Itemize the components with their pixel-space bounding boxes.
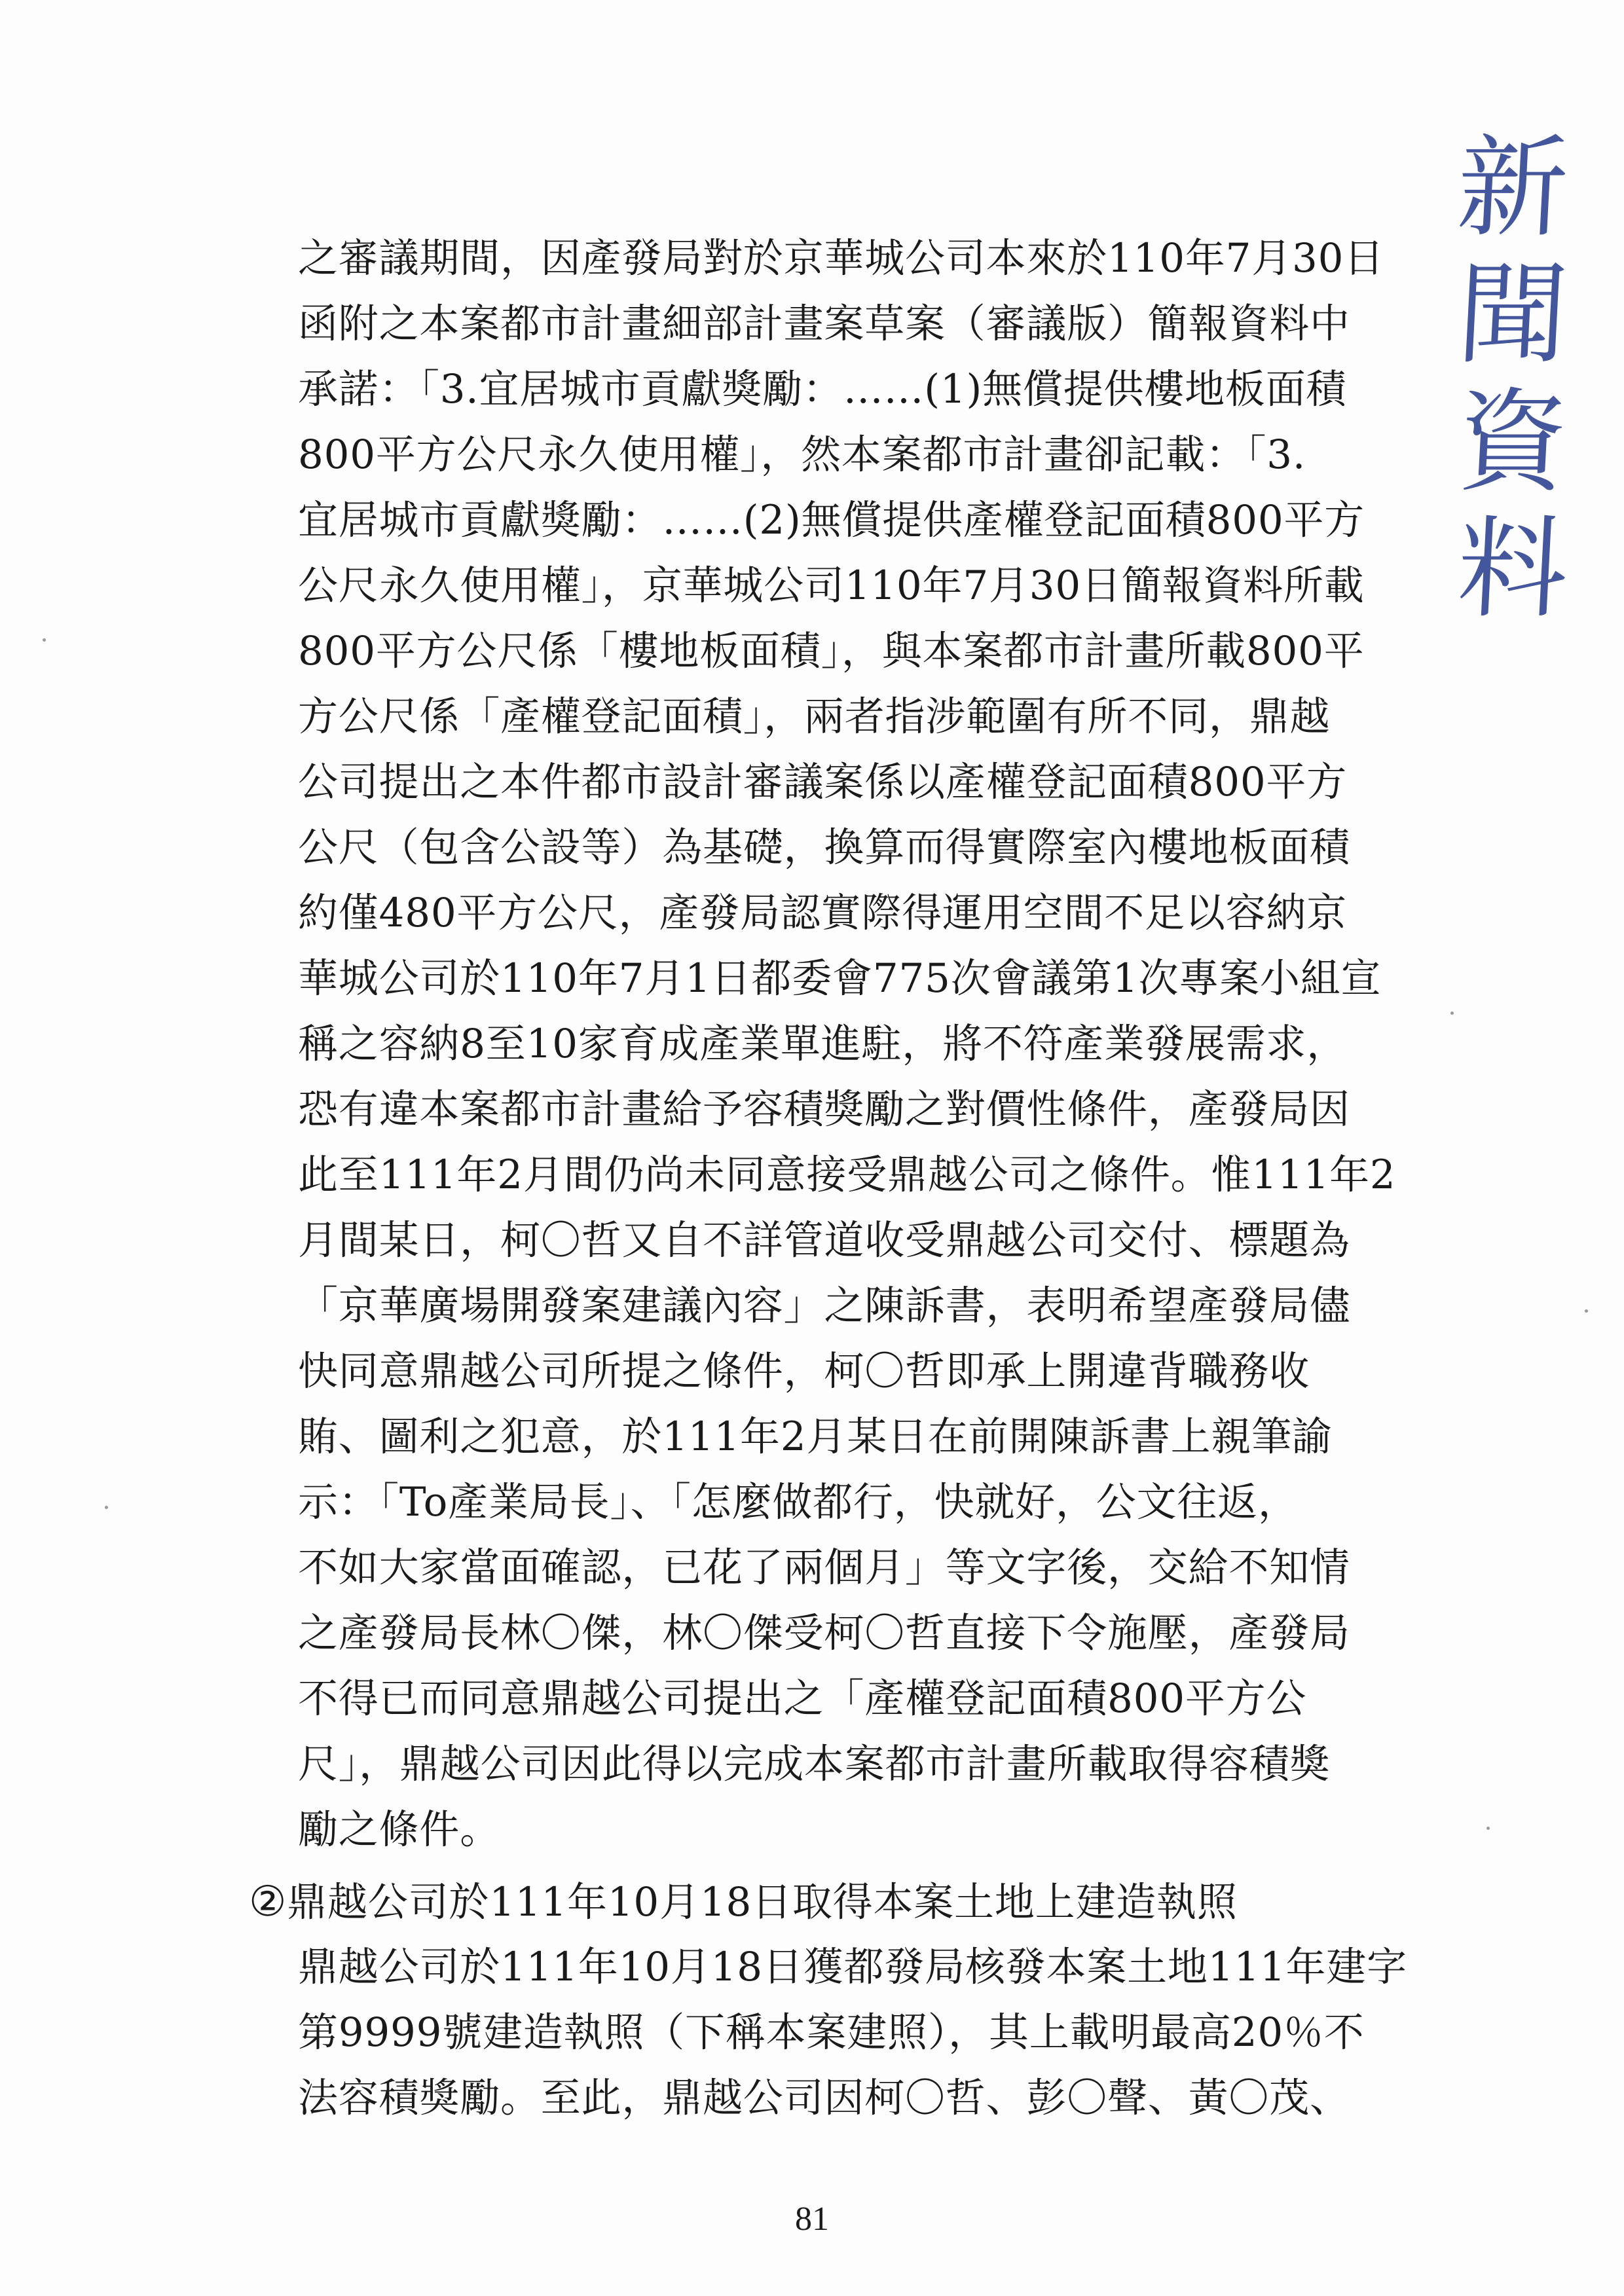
text-line: 函附之本案都市計畫細部計畫案草案（審議版）簡報資料中 bbox=[298, 301, 1350, 347]
stamp-char: 資 bbox=[1454, 378, 1572, 506]
text-line: 方公尺係「產權登記面積」，兩者指涉範圍有所不同，鼎越 bbox=[298, 693, 1331, 740]
section-2-heading bbox=[249, 1869, 1238, 1935]
text-line: 恐有違本案都市計畫給予容積獎勵之對價性條件，產發局因 bbox=[298, 1086, 1350, 1133]
section-marker: ② bbox=[249, 1878, 287, 1926]
text-line: 公尺永久使用權」，京華城公司110年7月30日簡報資料所載 bbox=[298, 562, 1365, 609]
text-line: 公尺（包含公設等）為基礎，換算而得實際室內樓地板面積 bbox=[298, 824, 1350, 871]
text-line: 尺」，鼎越公司因此得以完成本案都市計畫所載取得容積獎 bbox=[298, 1741, 1331, 1787]
text-line: 之審議期間，因產發局對於京華城公司本來於110年7月30日 bbox=[298, 235, 1385, 282]
text-line: 800平方公尺永久使用權」，然本案都市計畫卻記載：「3. bbox=[298, 431, 1306, 478]
stamp-char: 聞 bbox=[1454, 251, 1572, 379]
text-line: 鼎越公司於111年10月18日獲都發局核發本案土地111年建字 bbox=[298, 1944, 1407, 1990]
stamp-char: 料 bbox=[1454, 505, 1572, 633]
text-line: 宜居城市貢獻獎勵：……(2)無償提供產權登記面積800平方 bbox=[298, 497, 1365, 543]
scan-speck bbox=[1450, 1011, 1454, 1015]
text-line: 不如大家當面確認，已花了兩個月」等文字後，交給不知情 bbox=[298, 1544, 1350, 1591]
text-line: 800平方公尺係「樓地板面積」，與本案都市計畫所載800平 bbox=[298, 628, 1365, 674]
main-paragraph bbox=[298, 226, 1441, 1863]
scan-speck bbox=[43, 638, 46, 642]
section-heading-text: 鼎越公司於111年10月18日取得本案土地上建造執照 bbox=[287, 1879, 1238, 1925]
text-line: 法容積獎勵。至此，鼎越公司因柯〇哲、彭〇聲、黃〇茂、 bbox=[298, 2075, 1350, 2121]
text-line: 「京華廣場開發案建議內容」之陳訴書，表明希望產發局儘 bbox=[298, 1283, 1350, 1329]
scan-speck bbox=[1585, 1309, 1588, 1313]
text-line: 示：「To產業局長」、「怎麼做都行，快就好，公文往返， bbox=[298, 1479, 1299, 1525]
scan-speck bbox=[1486, 1827, 1490, 1830]
text-line: 約僅480平方公尺，產發局認實際得運用空間不足以容納京 bbox=[298, 890, 1348, 936]
text-line: 此至111年2月間仍尚未同意接受鼎越公司之條件。惟111年2 bbox=[298, 1152, 1396, 1198]
text-line: 賄、圖利之犯意，於111年2月某日在前開陳訴書上親筆諭 bbox=[298, 1413, 1333, 1460]
text-line: 勵之條件。 bbox=[298, 1806, 501, 1853]
text-line: 公司提出之本件都市設計審議案係以產權登記面積800平方 bbox=[298, 759, 1348, 805]
text-line: 第9999號建造執照（下稱本案建照），其上載明最高20％不 bbox=[298, 2009, 1365, 2056]
text-line: 承諾：「3.宜居城市貢獻獎勵：……(1)無償提供樓地板面積 bbox=[298, 366, 1347, 412]
text-line: 稱之容納8至10家育成產業單進駐，將不符產業發展需求， bbox=[298, 1021, 1348, 1067]
text-line: 華城公司於110年7月1日都委會775次會議第1次專案小組宣 bbox=[298, 955, 1382, 1002]
scan-speck bbox=[105, 1506, 108, 1509]
news-material-stamp bbox=[1447, 124, 1578, 632]
text-line: 不得已而同意鼎越公司提出之「產權登記面積800平方公 bbox=[298, 1675, 1307, 1722]
text-line: 月間某日，柯〇哲又自不詳管道收受鼎越公司交付、標題為 bbox=[298, 1217, 1350, 1264]
page-number: 81 bbox=[795, 2200, 829, 2238]
text-line: 之產發局長林〇傑，林〇傑受柯〇哲直接下令施壓，產發局 bbox=[298, 1610, 1350, 1656]
section-2-paragraph bbox=[298, 1935, 1441, 2131]
text-line: 快同意鼎越公司所提之條件，柯〇哲即承上開違背職務收 bbox=[298, 1348, 1310, 1394]
stamp-char: 新 bbox=[1454, 124, 1572, 252]
